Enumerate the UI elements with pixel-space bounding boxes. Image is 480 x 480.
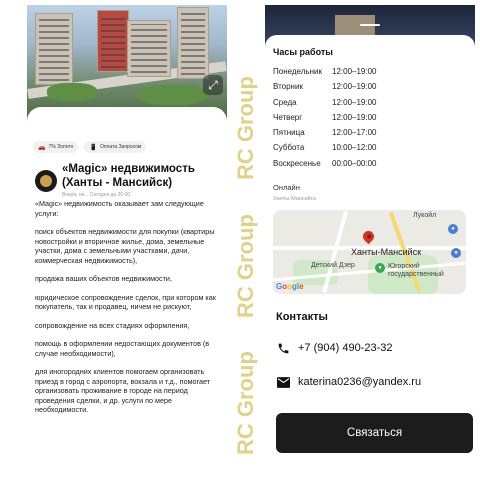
map-poi-icon: ● — [448, 224, 458, 234]
photo-building — [177, 7, 209, 79]
phone-icon — [276, 341, 290, 355]
phone-number[interactable]: +7 (904) 490-23-32 — [298, 342, 393, 354]
email-address[interactable]: katerina0236@yandex.ru — [298, 376, 422, 388]
day-label: Среда — [273, 97, 297, 107]
map-label: Ханты-Мансийск — [351, 247, 422, 257]
car-icon: 🚗 — [38, 144, 46, 151]
agency-description — [35, 199, 225, 424]
day-label: Суббота — [273, 143, 305, 153]
day-label: Воскресенье — [273, 158, 321, 168]
sheet-top — [27, 107, 227, 127]
day-label: Четверг — [273, 112, 303, 122]
hours-row — [273, 98, 473, 113]
google-logo: Google — [276, 282, 304, 291]
listing-panel — [27, 5, 227, 480]
photo-lawn — [47, 83, 97, 101]
watermark: RC Group — [233, 351, 258, 455]
time-value: 12:00–19:00 — [332, 97, 377, 107]
agency-subtitle: Вчера, не... Сегодня до 20:00 — [62, 192, 131, 198]
time-value: 00:00–00:00 — [332, 158, 377, 168]
watermark: RC Group — [233, 76, 258, 180]
location-map[interactable] — [273, 210, 466, 294]
feature-chips — [33, 141, 146, 153]
day-label: Вторник — [273, 82, 303, 92]
chip-label: 7% Золото — [48, 144, 74, 150]
hours-row — [273, 143, 473, 158]
hours-row — [273, 67, 473, 82]
hours-table — [273, 67, 473, 174]
chip-0[interactable] — [33, 141, 78, 153]
hours-title: Часы работы — [273, 47, 333, 57]
phone-row[interactable] — [276, 341, 392, 355]
city-label: Ханты-Мансийск — [273, 196, 316, 202]
time-value: 12:00–17:00 — [332, 128, 377, 138]
drag-handle[interactable] — [360, 24, 380, 26]
contact-button[interactable]: Связаться — [276, 413, 473, 453]
map-poi-icon: ● — [375, 263, 385, 273]
agency-logo — [35, 170, 57, 192]
time-value: 12:00–19:00 — [332, 82, 377, 92]
photo-lawn — [137, 85, 207, 105]
building-photo[interactable] — [27, 5, 227, 120]
description-paragraph: сопровождение на всех стадиях оформления, — [35, 320, 190, 330]
mail-icon — [276, 375, 290, 389]
map-label: Лукойл — [413, 212, 437, 219]
description-paragraph: «Magic» недвижимость оказывает зам следующие услуги: — [35, 199, 204, 218]
time-value: 12:00–19:00 — [332, 112, 377, 122]
online-label: Онлайн — [273, 183, 300, 192]
day-label: Пятница — [273, 128, 305, 138]
watermark: RC Group — [233, 214, 258, 318]
map-label: Детский Дзер — [311, 262, 355, 269]
time-value: 12:00–19:00 — [332, 67, 377, 76]
day-label: Понедельник — [273, 67, 322, 76]
description-paragraph: для иногородних клиентов помогаем организовать приезд в город с аэропорта, вокзала и т.д., помогает организовать проживание в городе на период проведения сделки, и др. услуги по мере необходимости. — [35, 367, 211, 414]
description-paragraph: помощь в оформлении недостающих документов (в случае необходимости), — [35, 339, 210, 358]
description-paragraph: поиск объектов недвижимости для покупки (квартиры новостройки и вторичное жилье, дома, земельные участки, дома с земельными участками, дачи, коммерческая недвижимость), — [35, 227, 215, 265]
chip-label: Оплата Запросом — [99, 144, 142, 150]
map-poi-icon: ● — [451, 248, 461, 258]
photo-building — [127, 20, 171, 77]
agency-title: «Magic» недвижимость (Ханты - Мансийск) — [62, 163, 195, 189]
smartphone-icon: 📱 — [89, 144, 97, 151]
description-paragraph: юридическое сопровождение сделок, при котором как покупатель, так и продавец, ничем не рискуют, — [35, 292, 216, 311]
map-label: Югорский государственный — [388, 263, 444, 278]
expand-photo-icon[interactable]: ⤢ — [203, 75, 223, 95]
hours-row — [273, 113, 473, 128]
location-pin-icon — [361, 229, 377, 245]
email-row[interactable] — [276, 375, 421, 389]
details-panel — [265, 5, 475, 480]
chip-1[interactable] — [84, 141, 146, 153]
contacts-title: Контакты — [276, 311, 328, 323]
description-paragraph: продажа ваших объектов недвижимости, — [35, 274, 172, 283]
time-value: 10:00–12:00 — [332, 143, 377, 153]
hours-row — [273, 82, 473, 97]
photo-building — [97, 10, 129, 72]
hours-row — [273, 159, 473, 174]
hours-row — [273, 128, 473, 143]
photo-building — [35, 13, 73, 85]
